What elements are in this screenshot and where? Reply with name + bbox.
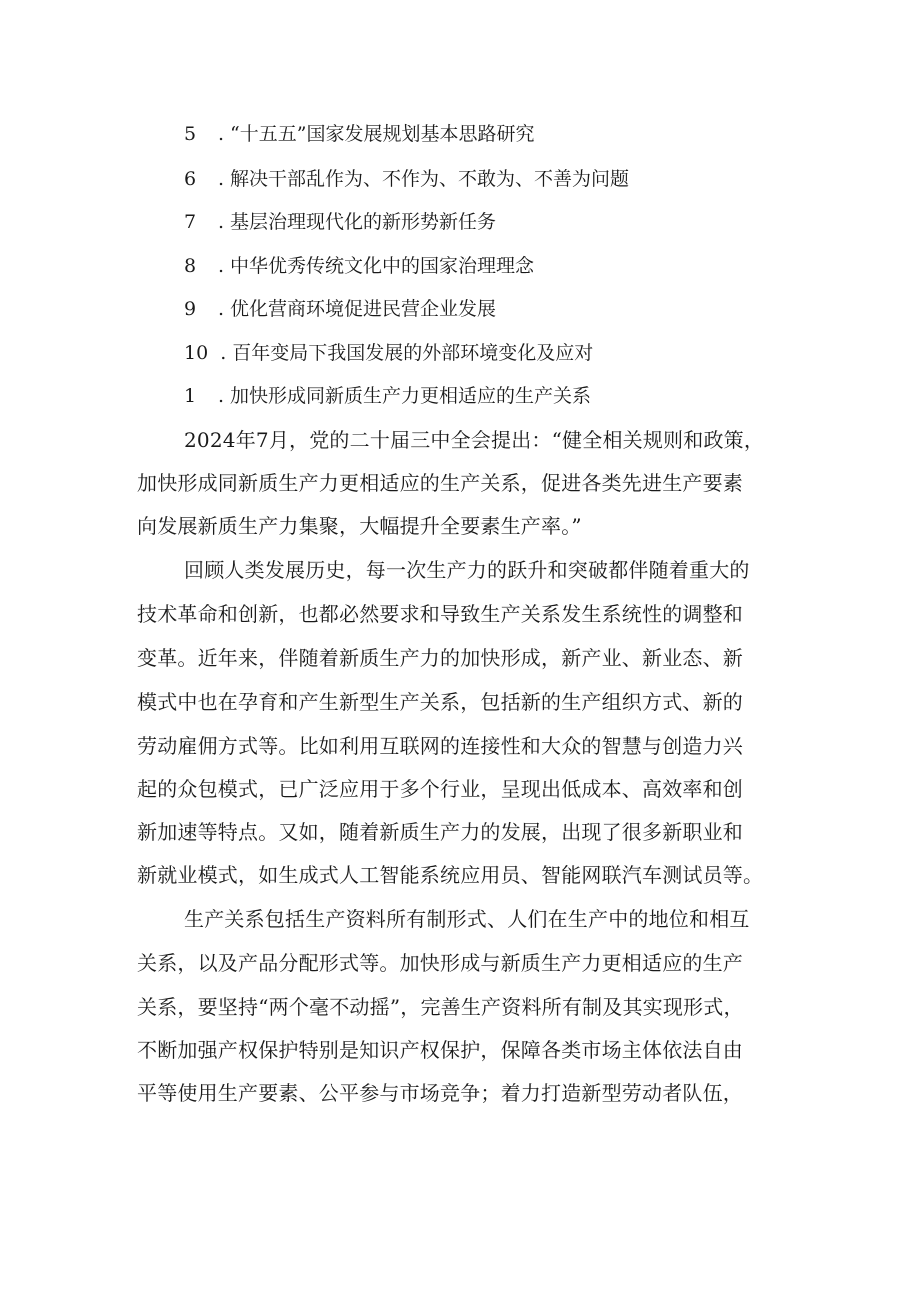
list-number: 7 [184,211,197,233]
paragraph-2-line-1: 回顾人类发展历史，每一次生产力的跃升和突破都伴随着重大的 [184,558,750,582]
list-item-6: 6 . 解决干部乱作为、不作为、不敢为、不善为问题 [184,168,630,190]
list-number: 6 [184,168,197,190]
paragraph-3-line-5: 平等使用生产要素、公平参与市场竞争；着力打造新型劳动者队伍， [137,1081,743,1105]
list-item-text: 百年变局下我国发展的外部环境变化及应对 [232,342,594,364]
paragraph-3-line-1: 生产关系包括生产资料所有制形式、人们在生产中的地位和相互 [184,907,750,931]
list-item-text: 基层治理现代化的新形势新任务 [230,211,497,233]
paragraph-3-line-2: 关系，以及产品分配形式等。加快形成与新质生产力更相适应的生产 [137,951,743,975]
paragraph-2-line-7: 新加速等特点。又如，随着新质生产力的发展，出现了很多新职业和 [137,820,743,844]
paragraph-3-line-4: 不断加强产权保护特别是知识产权保护，保障各类市场主体依法自由 [137,1038,743,1062]
paragraph-2-line-3: 变革。近年来，伴随着新质生产力的加快形成，新产业、新业态、新 [137,646,743,670]
paragraph-2-line-6: 起的众包模式，已广泛应用于多个行业，呈现出低成本、高效率和创 [137,777,743,801]
list-number: 8 [184,255,197,277]
paragraph-2-line-2: 技术革命和创新，也都必然要求和导致生产关系发生系统性的调整和 [137,602,743,626]
paragraph-3-line-3: 关系，要坚持“两个毫不动摇”，完善生产资料所有制及其实现形式， [137,995,744,1019]
list-item-8: 8 . 中华优秀传统文化中的国家治理理念 [184,255,535,277]
paragraph-1-line-2: 加快形成同新质生产力更相适应的生产关系，促进各类先进生产要素 [137,471,743,495]
list-number: 9 [184,298,197,320]
paragraph-1-line-3: 向发展新质生产力集聚，大幅提升全要素生产率。” [137,514,582,538]
list-item-5: 5 . “十五五”国家发展规划基本思路研究 [184,123,535,145]
list-item-text: 中华优秀传统文化中的国家治理理念 [230,255,535,277]
list-number: 5 [184,123,197,145]
paragraph-2-line-4: 模式中也在孕育和产生新型生产关系，包括新的生产组织方式、新的 [137,690,743,714]
paragraph-2-line-8: 新就业模式，如生成式人工智能系统应用员、智能网联汽车测试员等。 [137,863,764,887]
list-number: 10 [184,342,209,364]
paragraph-1-line-1: 2024年7月，党的二十届三中全会提出：“健全相关规则和政策， [184,428,765,452]
list-item-10: 10 . 百年变局下我国发展的外部环境变化及应对 [184,342,594,364]
section-heading-1: 1 . 加快形成同新质生产力更相适应的生产关系 [184,385,592,407]
list-item-text: 优化营商环境促进民营企业发展 [230,298,497,320]
list-item-text: “十五五”国家发展规划基本思路研究 [230,123,535,145]
list-number: 1 [184,385,197,407]
list-item-text: 加快形成同新质生产力更相适应的生产关系 [230,385,592,407]
paragraph-2-line-5: 劳动雇佣方式等。比如利用互联网的连接性和大众的智慧与创造力兴 [137,734,743,758]
list-item-text: 解决干部乱作为、不作为、不敢为、不善为问题 [230,168,630,190]
list-item-9: 9 . 优化营商环境促进民营企业发展 [184,298,497,320]
list-item-7: 7 . 基层治理现代化的新形势新任务 [184,211,497,233]
